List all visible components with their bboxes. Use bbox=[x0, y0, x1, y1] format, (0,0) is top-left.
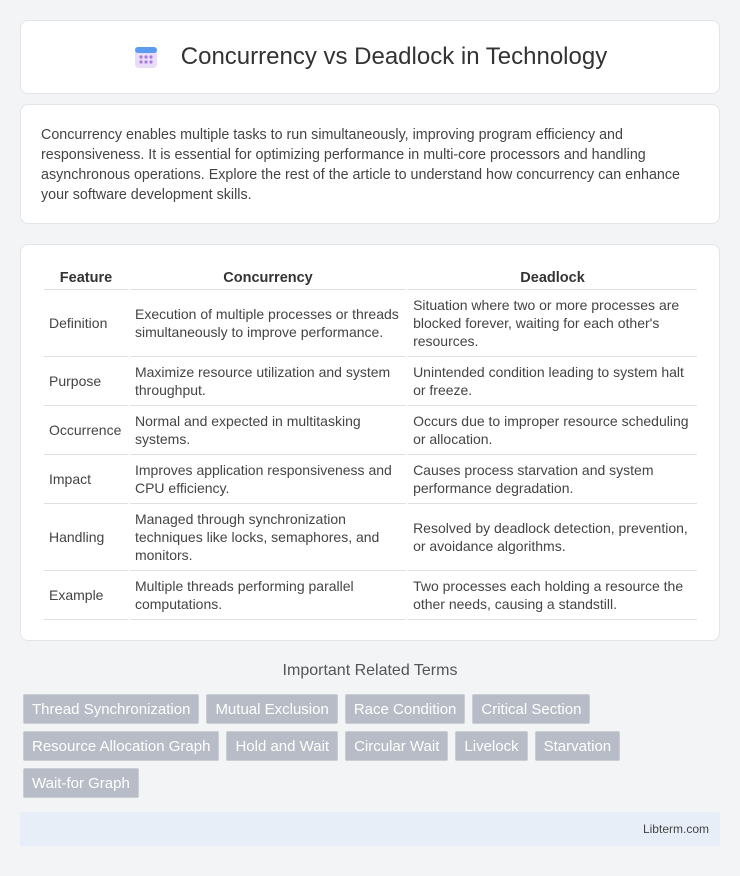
related-terms-title: Important Related Terms bbox=[282, 662, 458, 679]
tag-thread-synchronization[interactable]: Thread Synchronization bbox=[23, 694, 199, 724]
row-feature: Definition bbox=[44, 290, 128, 357]
row-concurrency: Managed through synchronization techniques like locks, semaphores, and monitors. bbox=[130, 504, 406, 571]
row-deadlock: Unintended condition leading to system halt or freeze. bbox=[408, 357, 697, 406]
row-feature: Handling bbox=[44, 504, 128, 571]
comparison-table bbox=[42, 265, 699, 620]
row-concurrency: Execution of multiple processes or threads simultaneously to improve performance. bbox=[130, 290, 406, 357]
tag-starvation[interactable]: Starvation bbox=[535, 731, 621, 761]
intro-paragraph: Concurrency enables multiple tasks to run simultaneously, improving program efficiency and responsiveness. It is essential for optimizing performance in multi-core processors and handling asynchronous operations. Explore the rest of the article to understand how concurrency can enhance your software development skills. bbox=[41, 127, 680, 203]
table-row bbox=[44, 357, 697, 406]
tag-race-condition[interactable]: Race Condition bbox=[345, 694, 466, 724]
table-row bbox=[44, 406, 697, 455]
tag-mutual-exclusion[interactable]: Mutual Exclusion bbox=[206, 694, 337, 724]
row-deadlock: Causes process starvation and system performance degradation. bbox=[408, 455, 697, 504]
row-feature: Purpose bbox=[44, 357, 128, 406]
tag-wait-for-graph[interactable]: Wait-for Graph bbox=[23, 768, 139, 798]
page-title: Concurrency vs Deadlock in Technology bbox=[180, 43, 608, 70]
row-concurrency: Improves application responsiveness and CPU efficiency. bbox=[130, 455, 406, 504]
header-deadlock: Deadlock bbox=[408, 265, 697, 290]
table-row bbox=[44, 455, 697, 504]
tag-critical-section[interactable]: Critical Section bbox=[472, 694, 590, 724]
header-concurrency: Concurrency bbox=[130, 265, 406, 290]
tag-resource-allocation-graph[interactable]: Resource Allocation Graph bbox=[23, 731, 219, 761]
row-concurrency: Multiple threads performing parallel computations. bbox=[130, 571, 406, 620]
row-deadlock: Occurs due to improper resource scheduling or allocation. bbox=[408, 406, 697, 455]
footer-site-link[interactable]: Libterm.com bbox=[642, 822, 709, 836]
intro-card bbox=[20, 104, 720, 224]
row-feature: Occurrence bbox=[44, 406, 128, 455]
header-feature: Feature bbox=[44, 265, 128, 290]
row-deadlock: Two processes each holding a resource the other needs, causing a standstill. bbox=[408, 571, 697, 620]
row-feature: Impact bbox=[44, 455, 128, 504]
row-concurrency: Normal and expected in multitasking systems. bbox=[130, 406, 406, 455]
related-terms-tags bbox=[23, 694, 723, 805]
calendar-grid-icon bbox=[133, 44, 159, 70]
tag-circular-wait[interactable]: Circular Wait bbox=[345, 731, 448, 761]
row-feature: Example bbox=[44, 571, 128, 620]
comparison-table-card bbox=[20, 244, 720, 641]
row-concurrency: Maximize resource utilization and system throughput. bbox=[130, 357, 406, 406]
table-row bbox=[44, 290, 697, 357]
table-row bbox=[44, 504, 697, 571]
row-deadlock: Situation where two or more processes are blocked forever, waiting for each other's resources. bbox=[408, 290, 697, 357]
table-row bbox=[44, 571, 697, 620]
tag-livelock[interactable]: Livelock bbox=[455, 731, 527, 761]
table-header-row bbox=[44, 265, 697, 290]
footer bbox=[20, 812, 720, 846]
row-deadlock: Resolved by deadlock detection, prevention, or avoidance algorithms. bbox=[408, 504, 697, 571]
title-card bbox=[20, 20, 720, 94]
tag-hold-and-wait[interactable]: Hold and Wait bbox=[226, 731, 338, 761]
